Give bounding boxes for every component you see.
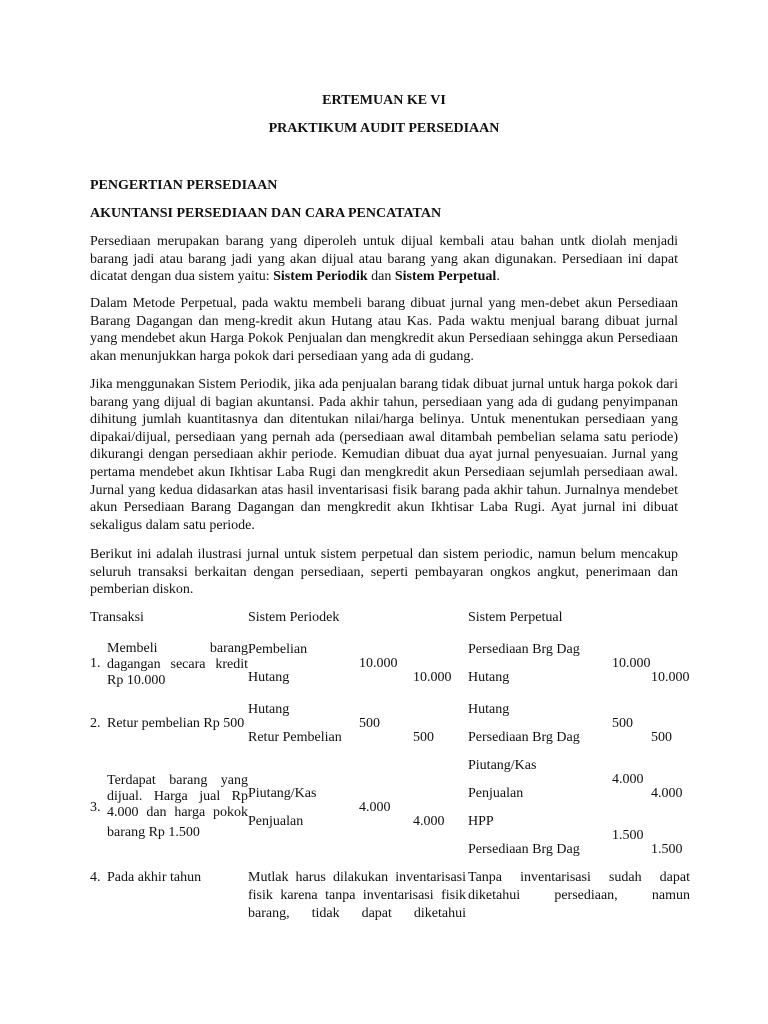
periodic-credit-account: Hutang — [248, 670, 290, 685]
document-subtitle: PRAKTIKUM AUDIT PERSEDIAAN — [268, 121, 500, 136]
periodic-debit-amount: 500 — [359, 716, 380, 731]
bold-term-periodik: Sistem Periodik — [273, 269, 368, 285]
transaction-desc: 4.000 dan harga pokok — [107, 805, 248, 820]
paragraph-metode-perpetual: Dalam Metode Perpetual, pada waktu membeli barang dibuat jurnal yang men-debet akun Persediaan Barang Dagangan dan meng-kredit akun Hutang atau Kas. Pada waktu menjual barang dibuat jurnal yang mendebet akun Harga Pokok Penjualan dan mengkredit akun Persediaan sehingga akun Persediaan akan menunjukkan harga pokok dari persediaan yang ada di gudang. — [90, 296, 678, 364]
periodic-credit-account: Penjualan — [248, 814, 304, 829]
paragraph-ilustrasi: Berikut ini adalah ilustrasi jurnal untuk sistem perpetual dan sistem periodic, namun belum mencakup seluruh transaksi berkaitan dengan persediaan, seperti pembayaran ongkos angkut, penerimaan dan pemberian diskon. — [90, 547, 678, 598]
header-sistem-perpetual: Sistem Perpetual — [468, 610, 563, 625]
periodic-debit-amount: 4.000 — [359, 800, 391, 815]
paragraph-sistem-periodik: Jika menggunakan Sistem Periodik, jika ada penjualan barang tidak dibuat jurnal untuk harga pokok dari barang yang dijual di bagian akuntansi. Pada akhir tahun, persediaan yang ada di gudang penyimpanan dihitung jumlah kuantitasnya dan ditentukan nilai/harga belinya. Untuk menentukan persediaan yang dipakai/dijual, persediaan yang pernah ada (persediaan awal ditambah pembelian selama satu periode) dikurangi dengan persediaan akhir periode. Kemudian dibuat dua ayat jurnal penyesuaian. Jurnal yang pertama mendebet akun Ikhtisar Laba Rugi dan mengkredit akun Persediaan sejumlah persediaan awal. Jurnal yang kedua didasarkan atas hasil inventarisasi fisik barang pada akhir tahun. Jurnalnya mendebet akun Persediaan Barang Dagangan dan mengkredit akun Ikhtisar Laba Rugi. Ayat jurnal ini dibuat sekaligus dalam satu periode. — [90, 377, 678, 533]
periodic-credit-amount: 10.000 — [413, 670, 452, 685]
periodic-debit-amount: 10.000 — [359, 656, 398, 671]
periodic-credit-account: Retur Pembelian — [248, 730, 342, 745]
periodic-credit-amount: 4.000 — [413, 814, 445, 829]
perpetual-debit-amount: 500 — [612, 716, 633, 731]
transaction-desc: Rp 10.000 — [107, 673, 166, 688]
paragraph-persediaan — [90, 233, 678, 286]
bold-term-perpetual: Sistem Perpetual — [394, 269, 497, 285]
perpetual-debit-amount: 1.500 — [612, 828, 644, 843]
header-transaksi: Transaksi — [90, 610, 144, 625]
transaction-desc: dijual. Harga jual Rp — [107, 789, 248, 804]
periodic-credit-amount: 500 — [413, 730, 434, 745]
section-heading-pengertian: PENGERTIAN PERSEDIAAN — [90, 178, 278, 193]
row-number: 1. — [90, 656, 101, 671]
perpetual-debit-amount: 10.000 — [612, 656, 651, 671]
transaction-desc: Terdapat barang yang — [107, 773, 248, 788]
perpetual-debit-account: HPP — [468, 814, 494, 829]
perpetual-credit-amount: 4.000 — [651, 786, 683, 801]
paragraph-text: dan — [367, 269, 395, 285]
periodic-note: Mutlak harus dilakukan inventarisasi — [248, 870, 466, 885]
perpetual-credit-account: Hutang — [468, 670, 510, 685]
row-number: 2. — [90, 716, 101, 731]
perpetual-credit-amount: 500 — [651, 730, 672, 745]
perpetual-debit-account: Piutang/Kas — [468, 758, 537, 773]
perpetual-note: Tanpa inventarisasi sudah dapat — [468, 870, 690, 885]
perpetual-credit-amount: 10.000 — [651, 670, 690, 685]
perpetual-debit-account: Persediaan Brg Dag — [468, 642, 580, 657]
periodic-note: barang, tidak dapat diketahui — [248, 906, 466, 921]
perpetual-debit-amount: 4.000 — [612, 772, 644, 787]
periodic-debit-account: Hutang — [248, 702, 290, 717]
transaction-desc: barang Rp 1.500 — [107, 825, 200, 840]
paragraph-text: Persediaan merupakan barang yang diperoleh untuk dijual kembali atau bahan untk diolah menjadi barang jadi atau barang jadi yang akan dijual atau barang yang akan digunakan. Persediaan ini dapat dicatat dengan dua sistem yaitu: — [90, 234, 678, 285]
transaction-desc: Retur pembelian Rp 500 — [107, 716, 245, 731]
periodic-debit-account: Piutang/Kas — [248, 786, 317, 801]
document-title: ERTEMUAN KE VI — [322, 93, 446, 108]
perpetual-credit-amount: 1.500 — [651, 842, 683, 857]
paragraph-text: . — [496, 269, 500, 285]
periodic-debit-account: Pembelian — [248, 642, 308, 657]
transaction-desc: Membeli barang — [107, 641, 248, 656]
perpetual-note: diketahui persediaan, namun — [468, 888, 690, 903]
transaction-desc: Pada akhir tahun — [107, 870, 202, 885]
row-number: 3. — [90, 800, 101, 815]
perpetual-credit-account: Persediaan Brg Dag — [468, 730, 580, 745]
section-heading-akuntansi: AKUNTANSI PERSEDIAAN DAN CARA PENCATATAN — [90, 206, 442, 221]
periodic-note: fisik karena tanpa inventarisasi fisik — [248, 888, 466, 903]
transaction-desc: dagangan secara kredit — [107, 657, 248, 672]
perpetual-credit-account: Penjualan — [468, 786, 524, 801]
header-sistem-periodik: Sistem Periodek — [248, 610, 340, 625]
perpetual-debit-account: Hutang — [468, 702, 510, 717]
row-number: 4. — [90, 870, 101, 885]
perpetual-credit-account: Persediaan Brg Dag — [468, 842, 580, 857]
